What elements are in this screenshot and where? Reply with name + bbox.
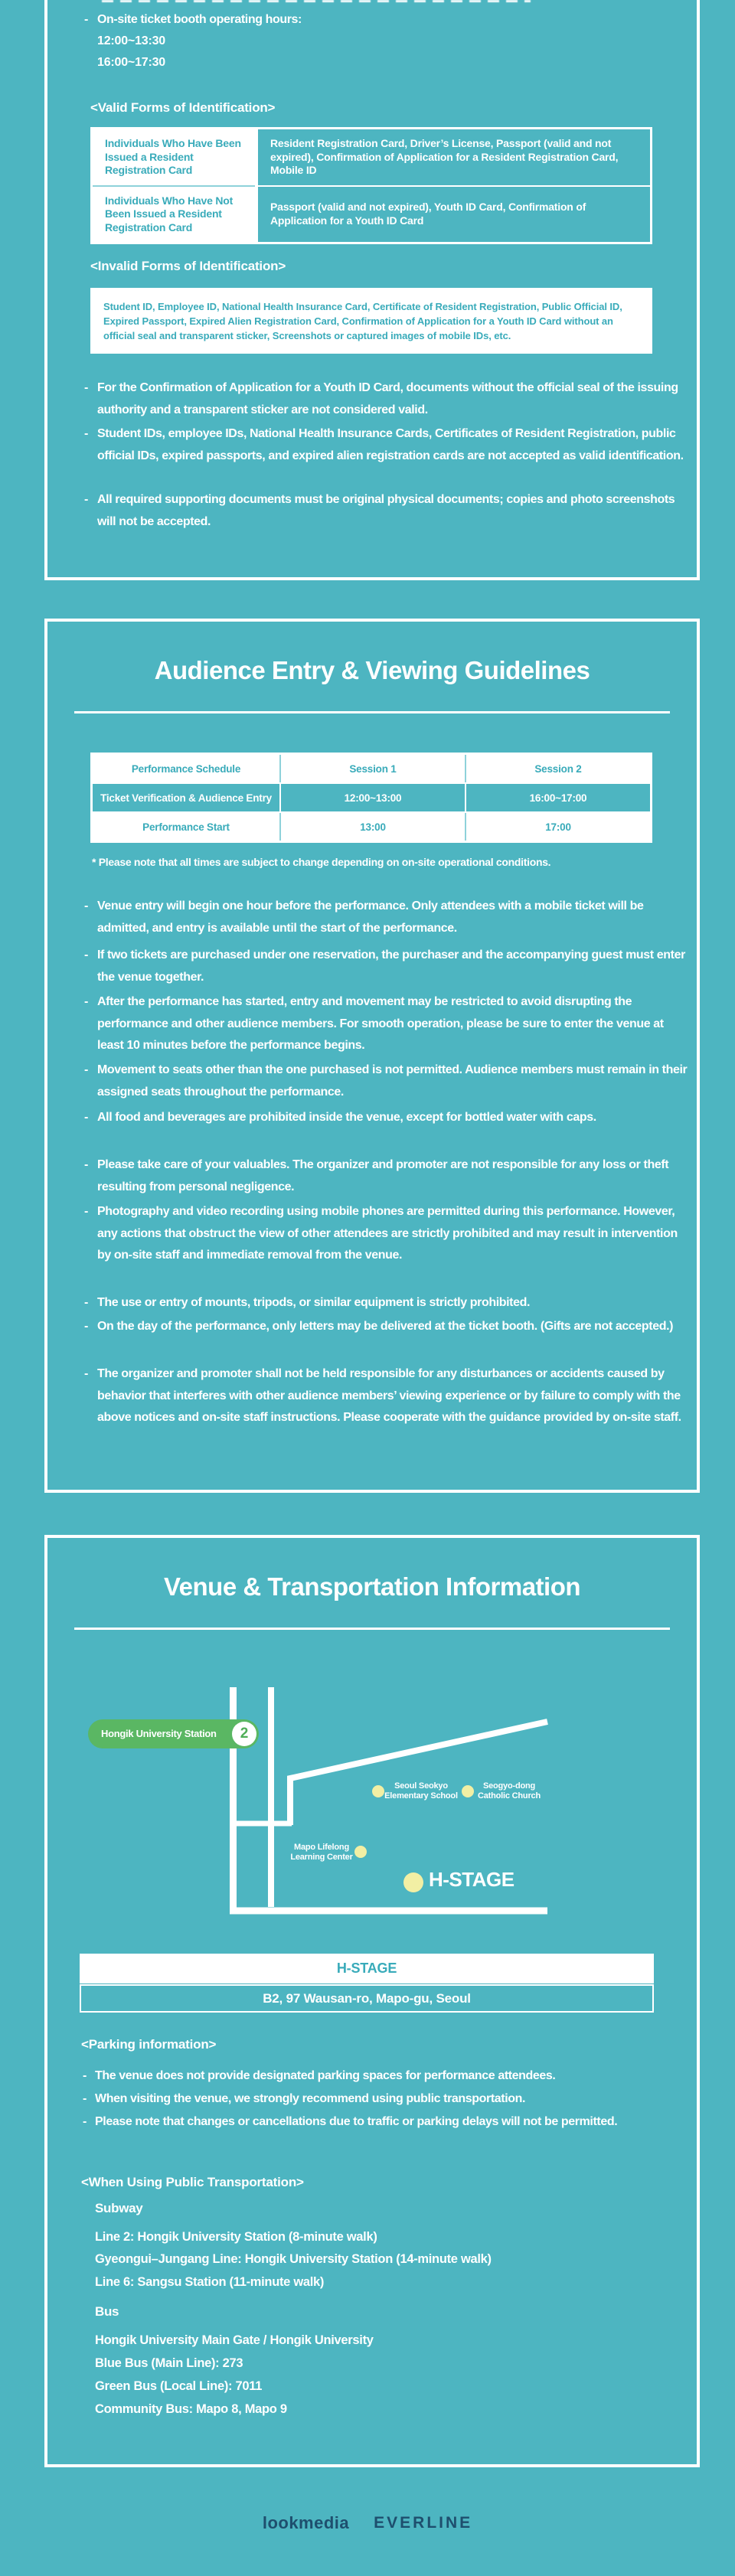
section-title: Venue & Transportation Information (163, 1572, 581, 1601)
id-note-item: - Student IDs, employee IDs, National Health Insurance Cards, Certificates of Resident Registration, public official IDs, expired passports, and expired alien registration cards are not accepted as valid identification. (84, 423, 691, 467)
col-header: Session 1 (279, 755, 465, 782)
title-divider (74, 711, 670, 713)
guideline-item: - After the performance has started, entry and movement may be restricted to avoid disrupting the performance and other audience members. For smooth operation, please be sure to enter the venue at least 10 minutes before the performance begins. (84, 991, 691, 1057)
col-header: Session 2 (465, 755, 650, 782)
ticket-booth-hours-item: - On-site ticket booth operating hours: (84, 9, 691, 31)
transport-heading: <When Using Public Transportation> (81, 2175, 304, 2189)
id-row-label: Individuals Who Have Been Issued a Resident Registration Card (93, 129, 255, 185)
venue-dot-hstage (403, 1872, 423, 1892)
station-name: Hongik University Station (101, 1728, 217, 1739)
row-label: Ticket Verification & Audience Entry (100, 792, 272, 804)
subway-line-item: Line 6: Sangsu Station (11-minute walk) (95, 2275, 325, 2289)
guideline-item: - All food and beverages are prohibited inside the venue, except for bottled water with caps. (84, 1107, 691, 1129)
table-row (93, 129, 650, 185)
entry-guidelines-card (44, 619, 700, 1493)
guideline-item: - The use or entry of mounts, tripods, or similar equipment is strictly prohibited. (84, 1292, 691, 1314)
parking-note-item: - When visiting the venue, we strongly recommend using public transportation. (83, 2088, 689, 2111)
subway-line-item: Gyeongui–Jungang Line: Hongik University Station (14-minute walk) (95, 2252, 492, 2266)
venue-transportation-card (44, 1535, 700, 2467)
line-2-icon: 2 (232, 1722, 256, 1746)
poi-label-line: Mapo Lifelong (294, 1843, 349, 1852)
poi-label-line: Elementary School (384, 1791, 458, 1801)
map-road-diagonal (290, 1722, 547, 1825)
clipped-text-remnant (102, 0, 531, 2)
valid-id-heading: <Valid Forms of Identification> (90, 100, 276, 115)
col-header: Performance Schedule (131, 762, 241, 775)
id-row-label: Individuals Who Have Not Been Issued a Resident Registration Card (93, 185, 255, 243)
id-note-item: - For the Confirmation of Application for a Youth ID Card, documents without the official seal of the issuing authority and a transparent sticker are not considered valid. (84, 377, 691, 421)
lookmedia-logo: lookmedia (262, 2513, 350, 2532)
session2-time: 17:00 (465, 813, 650, 841)
poi-label-school (381, 1781, 461, 1801)
guideline-item: - Venue entry will begin one hour before the performance. Only attendees with a mobile ticket will be admitted, and entry is available until the start of the performance. (84, 896, 691, 939)
section-title: Audience Entry & Viewing Guidelines (154, 656, 590, 684)
footer (0, 2513, 735, 2533)
poi-label-learning-center (279, 1843, 364, 1863)
parking-note-item: - The venue does not provide designated parking spaces for performance attendees. (83, 2065, 689, 2088)
session1-time: 13:00 (279, 813, 465, 841)
guideline-item: - On the day of the performance, only letters may be delivered at the ticket booth. (Gifts are not accepted.) (84, 1316, 691, 1338)
venue-name-box: H-STAGE (80, 1954, 654, 1983)
bus-label: Bus (95, 2304, 119, 2319)
everline-logo: EVERLINE (374, 2514, 473, 2532)
subway-line-item: Line 2: Hongik University Station (8-minute walk) (95, 2230, 377, 2244)
bus-line-item: Community Bus: Mapo 8, Mapo 9 (95, 2402, 287, 2416)
parking-heading: <Parking information> (81, 2037, 217, 2052)
subway-label: Subway (95, 2201, 143, 2215)
schedule-note: * Please note that all times are subject to change depending on on-site operational conditions. (92, 856, 551, 868)
poi-label-line: Seogyo-dong (482, 1781, 536, 1791)
poi-label-line: Learning Center (290, 1853, 353, 1862)
guideline-item: - Movement to seats other than the one purchased is not permitted. Audience members must remain in their assigned seats throughout the performance. (84, 1059, 691, 1103)
table-row (93, 813, 650, 841)
parking-note-item: - Please note that changes or cancellations due to traffic or parking delays will not be permitted. (83, 2111, 689, 2134)
invalid-id-box: Student ID, Employee ID, National Health Insurance Card, Certificate of Resident Registration, Public Official ID, Expired Passport, Expired Alien Registration Card, Confirmation of Application for a Youth ID Card without an official seal and transparent sticker, Screenshots or captured images of mobile IDs, etc. (90, 288, 652, 354)
guideline-item: - Please take care of your valuables. The organizer and promoter are not responsible for any loss or theft resulting from personal negligence. (84, 1154, 691, 1198)
bus-line-item: Hongik University Main Gate / Hongik University (95, 2333, 374, 2347)
invalid-id-heading: <Invalid Forms of Identification> (90, 259, 286, 273)
id-row-value: Passport (valid and not expired), Youth ID Card, Confirmation of Application for a Youth ID Card (255, 185, 650, 243)
table-header-row (93, 755, 650, 782)
poi-label-church (467, 1781, 551, 1801)
title-divider (74, 1628, 670, 1630)
guideline-item: - If two tickets are purchased under one reservation, the purchaser and the accompanying guest must enter the venue together. (84, 945, 691, 988)
map-venue-label: H-STAGE (429, 1868, 514, 1891)
venue-address-box: B2, 97 Wausan-ro, Mapo-gu, Seoul (80, 1984, 654, 2013)
subway-station-badge (88, 1719, 259, 1748)
session1-time: 12:00~13:00 (279, 784, 465, 811)
performance-schedule-table (90, 753, 652, 843)
poi-label-line: Seoul Seokyo (394, 1781, 448, 1791)
row-label: Performance Start (142, 821, 230, 833)
hours-session1: 12:00~13:30 (97, 34, 165, 47)
bus-line-item: Blue Bus (Main Line): 273 (95, 2356, 243, 2370)
valid-id-table (90, 127, 652, 244)
bus-line-item: Green Bus (Local Line): 7011 (95, 2379, 263, 2393)
table-row (93, 782, 650, 813)
id-row-value: Resident Registration Card, Driver’s License, Passport (valid and not expired), Confirmation of Application for a Resident Registration Card, Mobile ID (255, 129, 650, 185)
poi-label-line: Catholic Church (478, 1791, 541, 1801)
ticket-id-card (44, 0, 700, 580)
id-note-item: - All required supporting documents must be original physical documents; copies and photo screenshots will not be accepted. (84, 489, 691, 533)
table-row (93, 185, 650, 243)
guideline-item: - The organizer and promoter shall not be held responsible for any disturbances or accidents caused by behavior that interferes with other audience members’ viewing experience or by failure to comply with the above notices and on-site staff instructions. Please cooperate with the guidance provided by on-site staff. (84, 1363, 691, 1429)
session2-time: 16:00~17:00 (465, 784, 650, 811)
hours-session2: 16:00~17:30 (97, 56, 165, 69)
guideline-item: - Photography and video recording using mobile phones are permitted during this performance. However, any actions that obstruct the view of other attendees are strictly prohibited and may result in intervention by on-site staff and immediate removal from the venue. (84, 1201, 691, 1267)
